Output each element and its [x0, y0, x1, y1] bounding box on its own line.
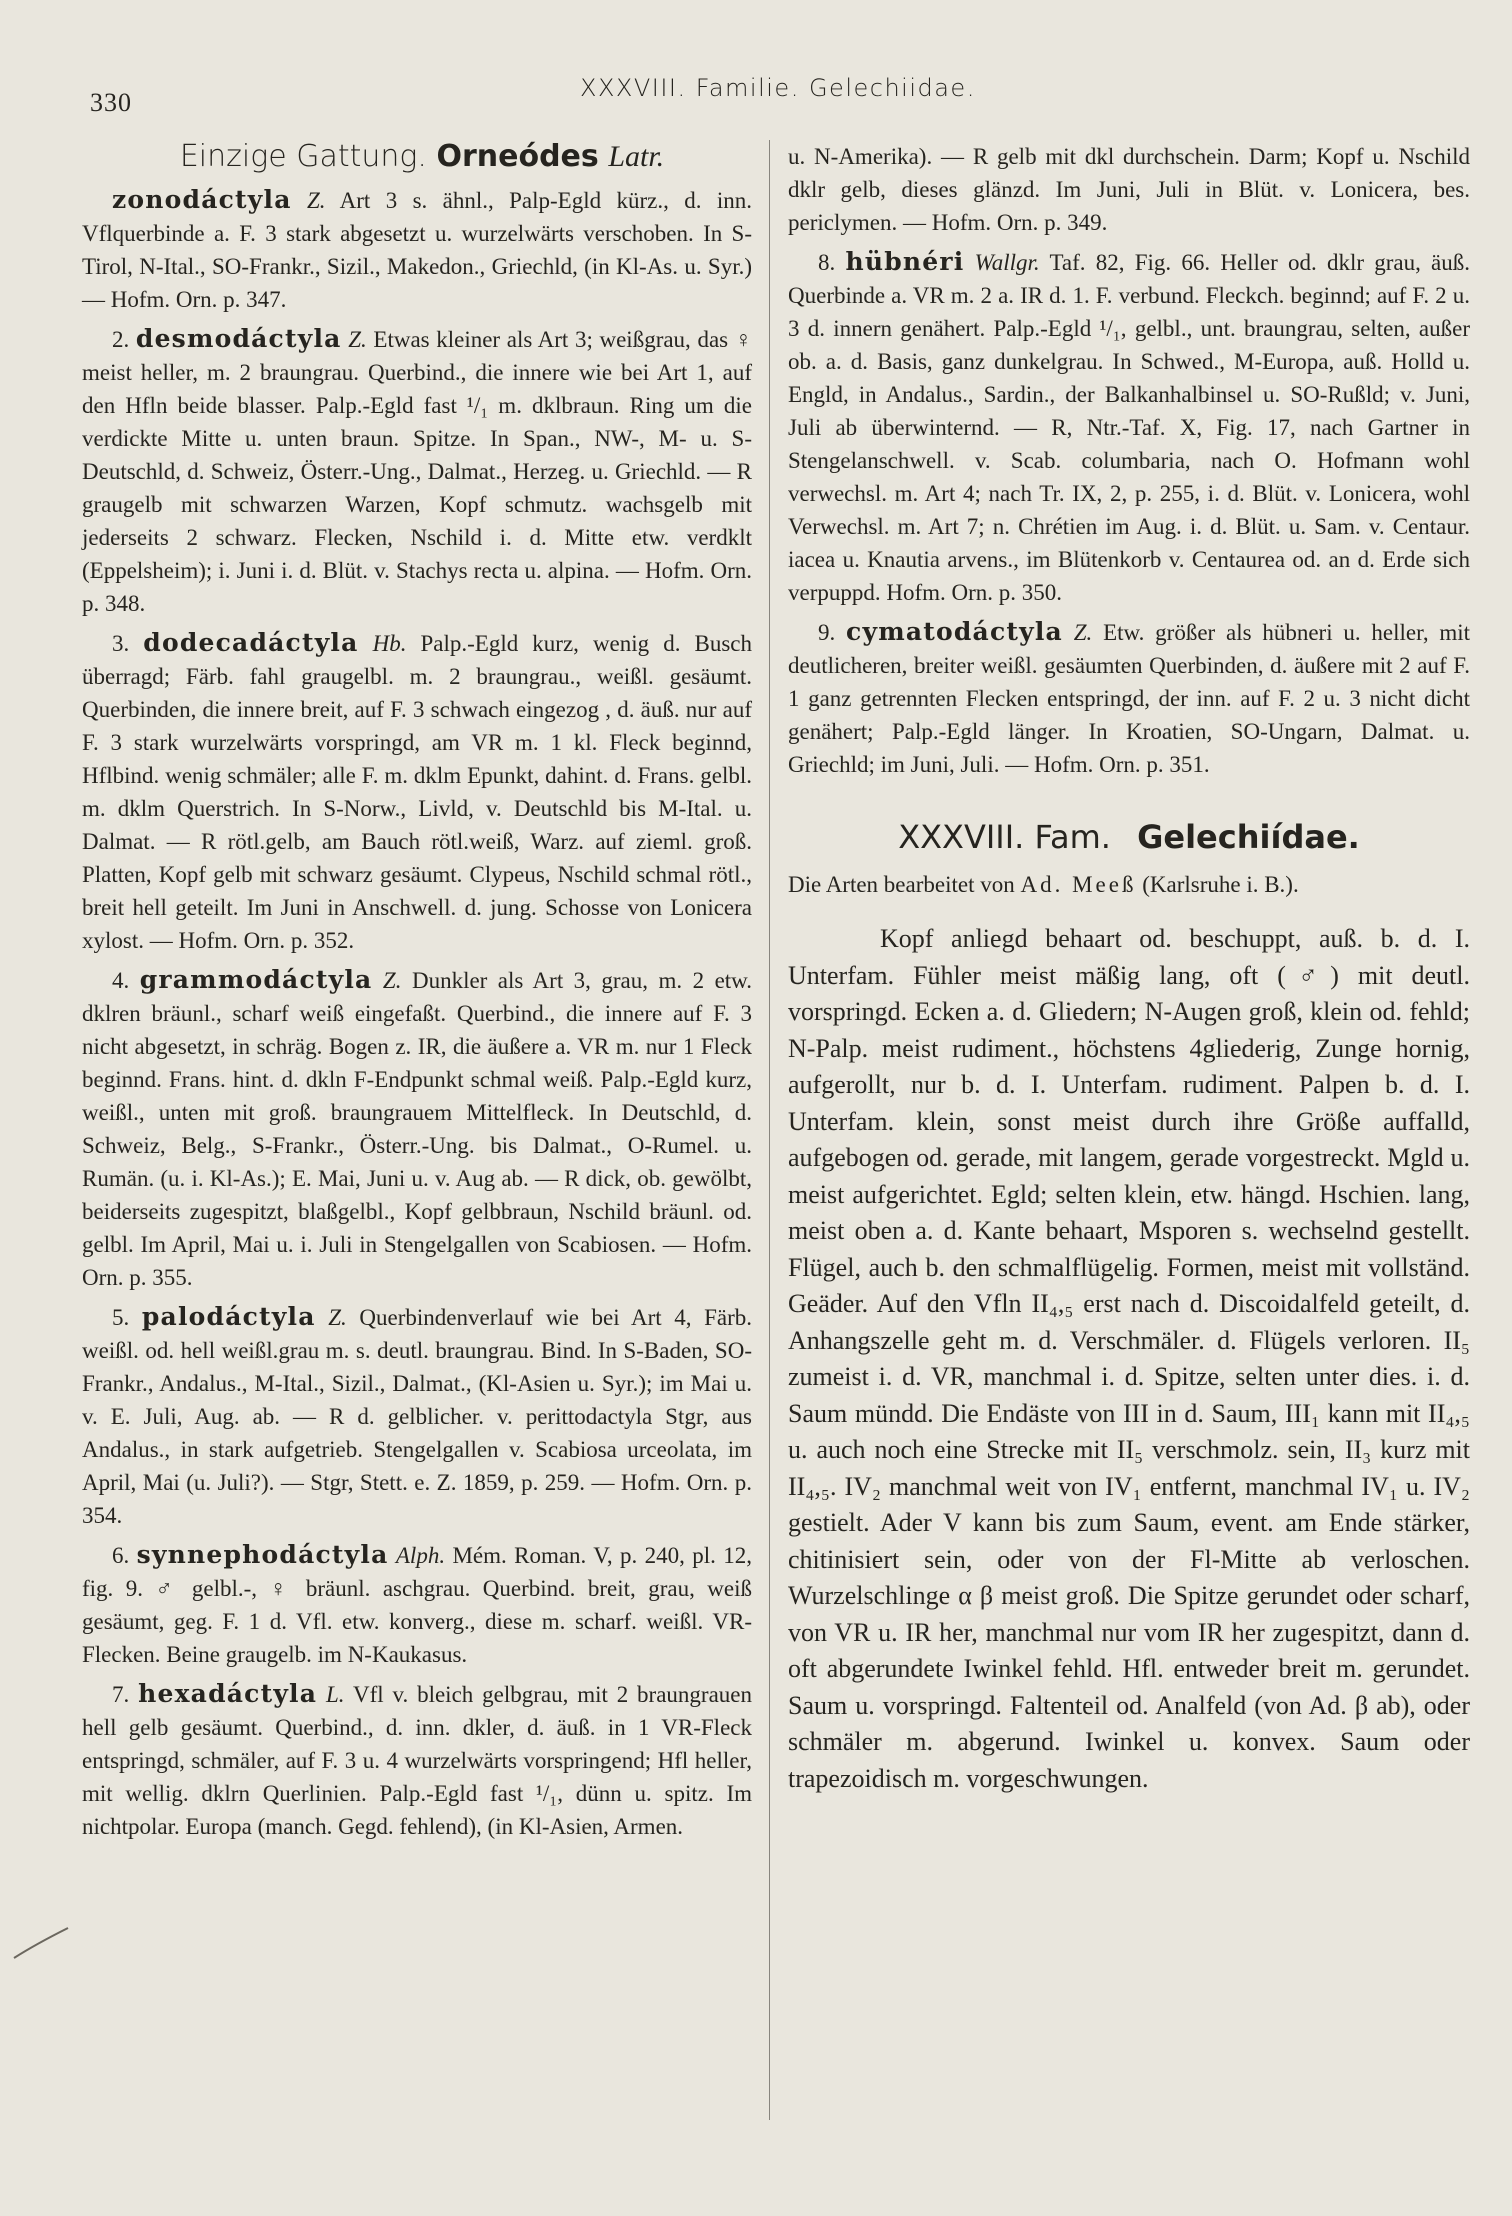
family-intro: Kopf anliegd behaart od. beschuppt, auß. b. d. I. Unterfam. Fühler meist mäßig lang, oft (♂) mit deutl. vorspringd. Ecken a. d. Gliedern; N-Augen groß, klein od. fehld; N-Palp. meist rudiment., höchstens 4gliederig, Zunge hornig, aufgerollt, nur b. d. I. Unterfam. rudiment. Palpen b. d. I. Unterfam. klein, sonst meist durch ihre Größe auffalld, aufgebogen od. gerade, mit langem, gerade vorgestreckt. Mgld u. meist aufgerichtet. Egld; selten klein, etw. hängd. Hschien. lang, meist oben a. d. Kante behaart, Msporen s. wechselnd gestellt. Flügel, auch b. den schmalflügelig. Formen, meist mit vollständ. Geäder. Auf den Vfln II₄,₅ erst nach d. Discoidalfeld geteilt, d. Anhangszelle geht m. d. Verschmäler. d. Flügels verloren. II₅ zumeist i. d. VR, manchmal i. d. Spitze, selten unter dies. i. d. Saum mündd. Die Endäste von III in d. Saum, III₁ kann mit II₄,₅ u. auch noch eine Strecke mit II₅ verschmolz. sein, II₃ kurz mit II₄,₅. IV₂ manchmal weit von IV₁ entfernt, manchmal IV₁ u. IV₂ gestielt. Ader V kann bis zum Saum, event. am Ende stärker, chitinisiert sein, oder von der Fl-Mitte ab verloschen. Wurzelschlinge α β meist groß. Die Spitze gerundet oder scharf, von VR u. IR her, manchmal nur vom IR her zugespitzt, dann d. oft abgerundete Iwinkel fehld. Hfl. entweder breit m. gerundet. Saum u. vorspringd. Faltenteil od. Analfeld (von Ad. β ab), oder schmäler m. abgerund. Iwinkel u. konvex. Saum oder trapezoidisch m. vorgeschwungen.: [788, 924, 1470, 1793]
genus-author: Latr.: [608, 140, 665, 173]
species-name: palodáctyla: [141, 1302, 316, 1331]
species-entry: [82, 1538, 752, 1671]
species-description: Querbindenverlauf wie bei Art 4, Färb. weißl. od. hell weißl.grau m. s. deutl. braungrau. Bind. In S-Baden, SO-Frankr., Andalus., M-Ital., Sizil., Dalmat., (Kl-Asien u. Syr.); im Mai u. v. E. Juli, Aug. ab. — R d. gelblicher. v. perittodactyla Stgr, aus Andalus., in stark aufgetrieb. Stengelgallen v. Scabiosa urceolata, im April, Mai (u. Juli?). — Stgr, Stett. e. Z. 1859, p. 259. — Hofm. Orn. p. 354.: [82, 1305, 753, 1528]
family-heading: [788, 818, 1470, 856]
species-name: hübnéri: [845, 247, 965, 276]
genus-heading: [82, 140, 752, 173]
species-entry: [82, 1677, 752, 1843]
species-author: Z.: [328, 1305, 347, 1330]
species-list-left: [82, 183, 752, 1843]
species-number: 4.: [112, 968, 130, 993]
species-author: Wallgr.: [974, 250, 1040, 275]
byline: [788, 868, 1470, 901]
byline-place: (Karlsruhe i. B.).: [1142, 872, 1299, 897]
species-name: grammodáctyla: [139, 965, 373, 994]
species-number: 2.: [112, 327, 130, 352]
species-name: cymatodáctyla: [846, 617, 1063, 646]
species-description: u. N-Amerika). — R gelb mit dkl durchschein. Darm; Kopf u. Nschild dklr gelb, dieses glänzd. Im Juni, Juli in Blüt. v. Lonicera, bes. periclymen. — Hofm. Orn. p. 349.: [788, 144, 1470, 235]
byline-prefix: Die Arten bearbeitet von: [788, 872, 1015, 897]
species-list-right: [788, 140, 1470, 781]
species-entry: [82, 626, 752, 957]
genus-name: Orneódes: [436, 139, 599, 174]
species-description: Mém. Roman. V, p. 240, pl. 12, fig. 9. ♂ gelbl.-, ♀ bräunl. aschgrau. Querbind. breit, grau, weiß gesäumt, geg. F. 1 d. Vfl. etw. konverg., diese m. scharf. weißl. VR-Flecken. Beine graugelb. im N-Kaukasus.: [82, 1543, 753, 1667]
species-number: 7.: [112, 1682, 130, 1707]
species-name: hexadáctyla: [138, 1679, 318, 1708]
column-divider: [769, 140, 770, 2120]
byline-author: Ad. Meeß: [1020, 872, 1137, 897]
species-description: Taf. 82, Fig. 66. Heller od. dklr grau, äuß. Querbinde a. VR m. 2 a. IR d. 1. F. verbund. Fleckch. beginnd; auf F. 2 u. 3 d. innern genähert. Palp.-Egld ¹/₁, gelbl., unt. braungrau, selten, außer ob. a. d. Basis, ganz dunkelgrau. In Schwed., M-Europa, auß. Holld u. Engld, in Andalus., Sardin., der Balkanhalbinsel u. SO-Rußld; v. Juni, Juli ab überwinternd. — R, Ntr.-Taf. X, Fig. 17, nach Gartner in Stengelanschwell. v. Scab. columbaria, nach O. Hofmann wohl verwechsl. m. Art 4; nach Tr. IX, 2, p. 255, i. d. Blüt. v. Lonicera, wohl Verwechsl. m. Art 7; n. Chrétien im Aug. i. d. Blüt. u. Sam. v. Centaur. iacea u. Knautia arvens., im Blütenkorb v. Centaurea od. an d. Erde sich verpuppd. Hofm. Orn. p. 350.: [788, 250, 1471, 605]
species-author: L.: [326, 1682, 345, 1707]
species-number: 5.: [112, 1305, 130, 1330]
species-number: 9.: [818, 620, 836, 645]
species-description: Etwas kleiner als Art 3; weißgrau, das ♀ meist heller, m. 2 braungrau. Querbind., die innere wie bei Art 1, auf den Hfln beide blasser. Palp.-Egld fast ¹/₁ m. dklbraun. Ring um die verdickte Mitte u. unten braun. Spitze. In Span., NW-, M- u. S-Deutschld, d. Schweiz, Österr.-Ung., Dalmat., Herzeg. u. Griechld. — R graugelb mit schwarzen Warzen, Kopf schmutz. wachsgelb mit jederseits 2 schwarz. Flecken, Nschild i. d. Mitte etw. verdklt (Eppelsheim); i. Juni i. d. Blüt. v. Stachys recta u. alpina. — Hofm. Orn. p. 348.: [82, 327, 752, 616]
species-name: zonodáctyla: [112, 185, 292, 214]
pencil-mark-icon: [12, 1922, 72, 1962]
species-name: synnephodáctyla: [136, 1540, 389, 1569]
species-entry: [788, 140, 1470, 239]
species-entry: [788, 245, 1470, 609]
species-name: desmodáctyla: [135, 324, 342, 353]
species-number: 8.: [818, 250, 836, 275]
species-entry: [82, 322, 752, 620]
species-author: Z.: [382, 968, 402, 993]
species-author: Z.: [348, 327, 367, 352]
species-author: Hb.: [372, 631, 407, 656]
genus-prefix: Einzige Gattung.: [179, 139, 427, 174]
species-entry: [788, 615, 1470, 781]
species-entry: [82, 1300, 752, 1532]
species-author: Z.: [1073, 620, 1093, 645]
column-right: [788, 140, 1470, 1797]
page-number: 330: [90, 88, 132, 117]
species-description: Dunkler als Art 3, grau, m. 2 etw. dklren bräunl., scharf weiß eingefaßt. Querbind., die innere auf F. 3 nicht abgesetzt, in schräg. Bogen z. IR, die äußere a. VR m. nur 1 Fleck beginnd. Frans. hint. d. dkln F-Endpunkt schmal weiß. Palp.-Egld kurz, weißl., unten mit groß. braungrauem Mittelfleck. In Deutschld, d. Schweiz, Belg., S-Frankr., Österr.-Ung. bis Dalmat., O-Rumel. u. Rumän. (u. i. Kl-As.); E. Mai, Juni u. v. Aug ab. — R dick, ob. gewölbt, beiderseits zugespitzt, blaßgelbl., Kopf gelbbraun, Nschild bräunl. od. gelbl. Im April, Mai u. i. Juli in Stengelgallen von Scabiosen. — Hofm. Orn. p. 355.: [82, 968, 753, 1290]
running-title: XXXVIII. Familie. Gelechiidae.: [580, 74, 976, 102]
species-number: 6.: [112, 1543, 130, 1568]
column-left: [82, 140, 752, 1849]
species-number: 3.: [112, 631, 130, 656]
species-author: Z.: [307, 188, 326, 213]
species-description: Vfl v. bleich gelbgrau, mit 2 braungrauen hell gelb gesäumt. Querbind., d. inn. dkler, d. äuß. in 1 VR-Fleck entspringd, schmäler, auf F. 3 u. 4 wurzelwärts vorspringend; Hfl heller, mit wellig. dklrn Querlinien. Palp.-Egld fast ¹/₁, dünn u. spitz. Im nichtpolar. Europa (manch. Gegd. fehlend), (in Kl-Asien, Armen.: [82, 1682, 752, 1839]
species-entry: [82, 963, 752, 1294]
family-number: XXXVIII. Fam.: [898, 818, 1111, 856]
species-name: dodecadáctyla: [143, 628, 359, 657]
species-author: Alph.: [395, 1543, 446, 1568]
species-description: Palp.-Egld kurz, wenig d. Busch überragd; Färb. fahl graugelbl. m. 2 braungrau., weißl. gesäumt. Querbinden, die innere breit, auf F. 3 schwach eingezog , d. äuß. nur auf F. 3 stark wurzelwärts vorspringd, am VR m. 1 kl. Fleck beginnd, Hflbind. wenig schmäler; alle F. m. dklm Epunkt, dahint. d. Frans. gelbl. m. dklm Querstrich. In S-Norw., Livld, v. Deutschld bis M-Ital. u. Dalmat. — R rötl.gelb, am Bauch rötl.weiß, Warz. auf zieml. groß. Platten, Kopf gelb mit schwarz gesäumt. Clypeus, Nschild schmal rötl., breit hell geteilt. Im Juni in Anschwell. d. jung. Schosse von Lonicera xylost. — Hofm. Orn. p. 352.: [82, 631, 752, 953]
species-description: Art 3 s. ähnl., Palp-Egld kürz., d. inn. Vflquerbinde a. F. 3 stark abgesetzt u. wurzelwärts verschoben. In S-Tirol, N-Ital., SO-Frankr., Sizil., Makedon., Griechld, (in Kl-As. u. Syr.) — Hofm. Orn. p. 347.: [82, 188, 752, 312]
family-name: Gelechiídae.: [1137, 818, 1360, 856]
species-description: Etw. größer als hübneri u. heller, mit deutlicheren, breiter weißl. gesäumten Querbinden, d. äußere mit 2 auf F. 1 ganz getrennten Flecken entspringd, der inn. auf F. 2 u. 3 nicht dicht genähert; Palp.-Egld länger. In Kroatien, SO-Ungarn, Dalmat. u. Griechld; im Juni, Juli. — Hofm. Orn. p. 351.: [788, 620, 1471, 777]
species-entry: [82, 183, 752, 316]
